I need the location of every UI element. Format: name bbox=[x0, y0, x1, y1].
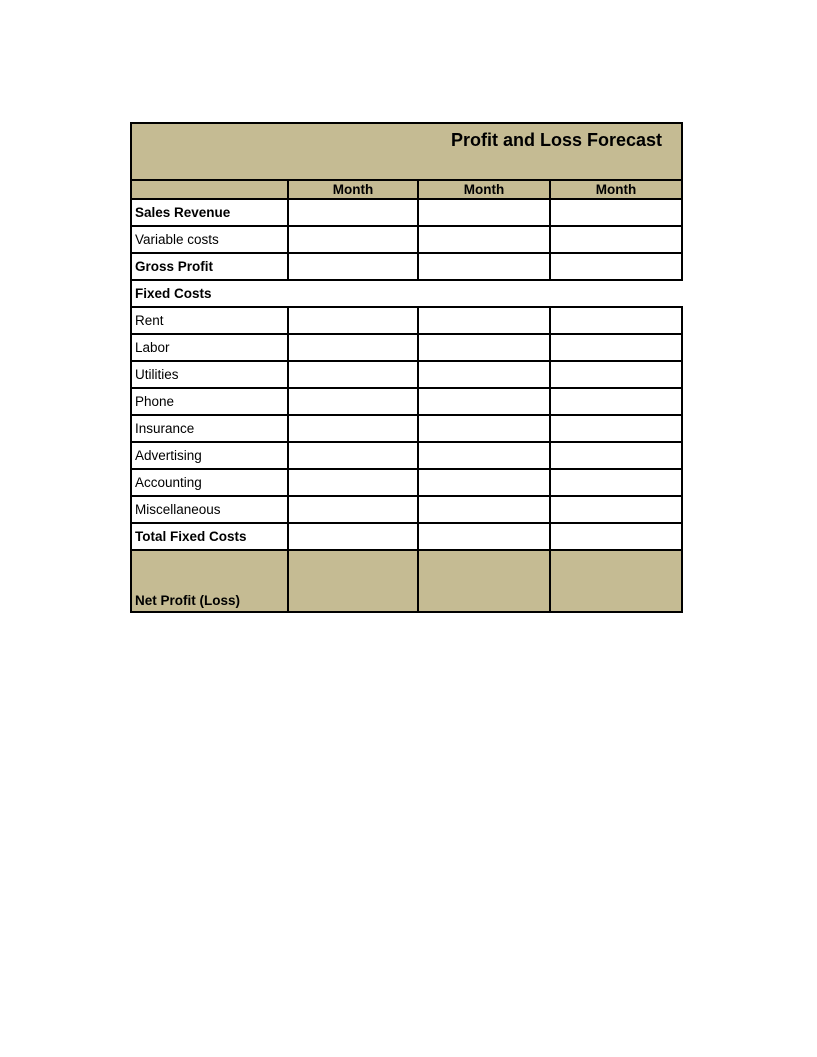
data-cell bbox=[288, 334, 418, 361]
table-row bbox=[131, 496, 682, 523]
data-cell bbox=[418, 388, 550, 415]
row-label-insurance: Insurance bbox=[131, 415, 288, 442]
data-cell bbox=[550, 388, 682, 415]
data-cell bbox=[550, 469, 682, 496]
column-header-empty bbox=[131, 180, 288, 199]
data-cell bbox=[288, 199, 418, 226]
table-row bbox=[131, 523, 682, 550]
row-label-labor: Labor bbox=[131, 334, 288, 361]
data-cell bbox=[418, 496, 550, 523]
data-cell bbox=[550, 334, 682, 361]
row-label-phone: Phone bbox=[131, 388, 288, 415]
data-cell bbox=[288, 469, 418, 496]
data-cell bbox=[550, 442, 682, 469]
data-cell bbox=[288, 307, 418, 334]
table-row bbox=[131, 307, 682, 334]
data-cell bbox=[550, 226, 682, 253]
data-cell bbox=[418, 469, 550, 496]
data-cell bbox=[418, 307, 550, 334]
data-cell bbox=[288, 226, 418, 253]
data-cell bbox=[418, 253, 550, 280]
data-cell bbox=[418, 550, 550, 612]
column-header-month-2: Month bbox=[418, 180, 550, 199]
data-cell bbox=[550, 253, 682, 280]
data-cell bbox=[550, 361, 682, 388]
profit-loss-forecast-table bbox=[130, 122, 683, 613]
table-row bbox=[131, 415, 682, 442]
table-row bbox=[131, 388, 682, 415]
section-header-row bbox=[131, 280, 682, 307]
column-header-month-1: Month bbox=[288, 180, 418, 199]
data-cell bbox=[418, 334, 550, 361]
section-label-fixed-costs: Fixed Costs bbox=[131, 280, 682, 307]
data-cell bbox=[418, 523, 550, 550]
table-row bbox=[131, 253, 682, 280]
table-row bbox=[131, 469, 682, 496]
table-row bbox=[131, 442, 682, 469]
column-header-row bbox=[131, 180, 682, 199]
row-label-rent: Rent bbox=[131, 307, 288, 334]
data-cell bbox=[418, 442, 550, 469]
data-cell bbox=[288, 388, 418, 415]
data-cell bbox=[418, 415, 550, 442]
table-row bbox=[131, 334, 682, 361]
data-cell bbox=[550, 415, 682, 442]
data-cell bbox=[550, 550, 682, 612]
data-cell bbox=[550, 523, 682, 550]
column-header-month-3: Month bbox=[550, 180, 682, 199]
data-cell bbox=[288, 496, 418, 523]
title-row bbox=[131, 123, 682, 180]
data-cell bbox=[550, 307, 682, 334]
row-label-advertising: Advertising bbox=[131, 442, 288, 469]
table-row bbox=[131, 199, 682, 226]
table-row bbox=[131, 226, 682, 253]
data-cell bbox=[288, 442, 418, 469]
data-cell bbox=[288, 361, 418, 388]
data-cell bbox=[550, 199, 682, 226]
row-label-net-profit-loss: Net Profit (Loss) bbox=[131, 550, 288, 612]
row-label-miscellaneous: Miscellaneous bbox=[131, 496, 288, 523]
row-label-utilities: Utilities bbox=[131, 361, 288, 388]
table-row bbox=[131, 361, 682, 388]
data-cell bbox=[550, 496, 682, 523]
row-label-sales-revenue: Sales Revenue bbox=[131, 199, 288, 226]
data-cell bbox=[418, 361, 550, 388]
data-cell bbox=[288, 253, 418, 280]
row-label-total-fixed-costs: Total Fixed Costs bbox=[131, 523, 288, 550]
net-profit-row bbox=[131, 550, 682, 612]
data-cell bbox=[288, 415, 418, 442]
row-label-variable-costs: Variable costs bbox=[131, 226, 288, 253]
data-cell bbox=[418, 226, 550, 253]
row-label-gross-profit: Gross Profit bbox=[131, 253, 288, 280]
data-cell bbox=[288, 523, 418, 550]
data-cell bbox=[418, 199, 550, 226]
table-title: Profit and Loss Forecast bbox=[131, 123, 682, 180]
row-label-accounting: Accounting bbox=[131, 469, 288, 496]
data-cell bbox=[288, 550, 418, 612]
